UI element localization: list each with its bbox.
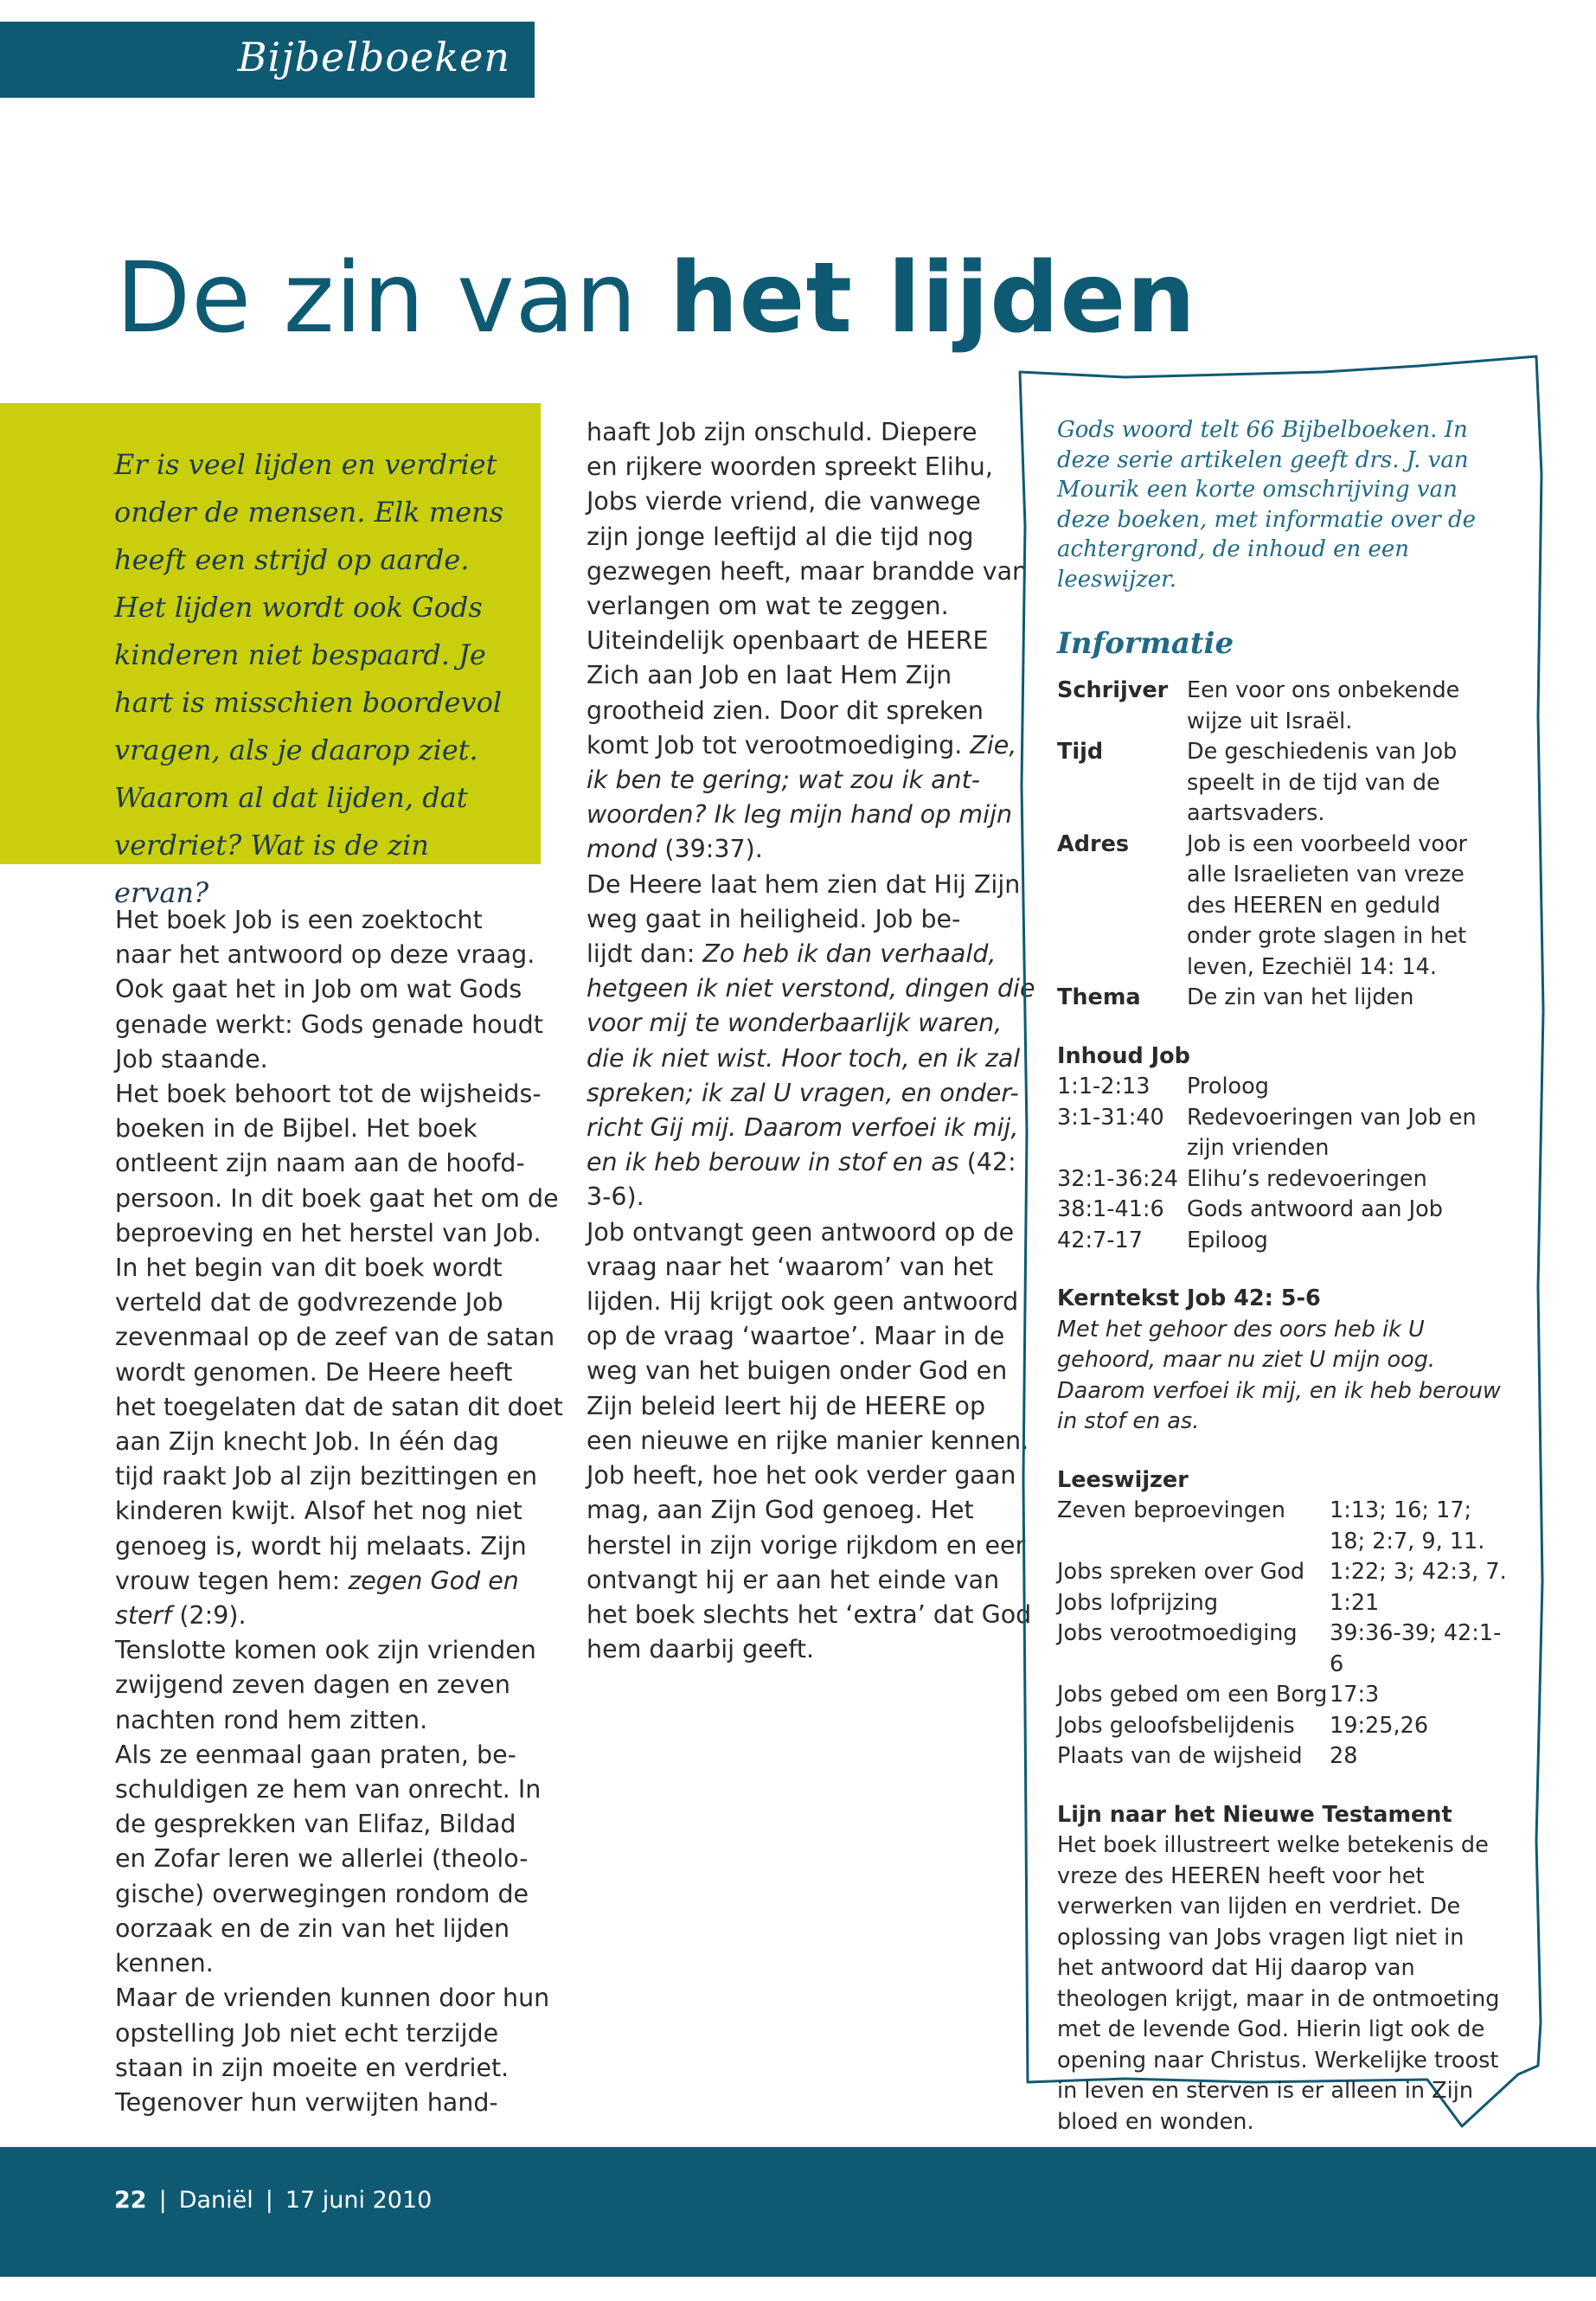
body-column-1 bbox=[115, 903, 563, 2120]
leeswijzer-ref: 1:22; 3; 42:3, 7. bbox=[1330, 1559, 1507, 1585]
text-line bbox=[115, 1877, 548, 1912]
text-line bbox=[115, 2086, 548, 2120]
text-line bbox=[115, 1703, 548, 1738]
text-line bbox=[586, 694, 1019, 728]
text-line bbox=[586, 1354, 1019, 1388]
text-run: Als ze eenmaal gaan praten, be- bbox=[115, 1740, 516, 1769]
text-run: het boek slechts het ‘extra’ dat God bbox=[586, 1599, 1032, 1629]
text-run: op de vraag ‘waartoe’. Maar in de bbox=[586, 1322, 1005, 1351]
text-italic: die ik niet wist. Hoor toch, en ik zal bbox=[586, 1043, 1021, 1073]
text-run: hem daarbij geeft. bbox=[586, 1635, 815, 1664]
article-title bbox=[116, 234, 1196, 363]
footer-separator: | bbox=[265, 2187, 273, 2214]
leeswijzer-row bbox=[1057, 1618, 1507, 1680]
text-line bbox=[586, 1529, 1026, 1563]
info-value: De geschiedenis van Job speelt in de tijd van de aartsvaders. bbox=[1187, 739, 1458, 826]
lijn-text: Het boek illustreert welke betekenis de vreze des HEEREN heeft voor het verwerken van lijden en verdriet. De oplossing van Jobs vragen ligt niet in het antwoord dat Hij daarop van theologen krijgt, maar in de ontmoeting met de levende God. Hierin ligt ook de opening naar Christus. Werkelijke troost in leven en sterven is er alleen in Zijn bloed en wonden. bbox=[1057, 1832, 1500, 2135]
text-run: 3-6). bbox=[586, 1183, 644, 1212]
leeswijzer-ref: 1:13; 16; 17; 18; 2:7, 9, 11. bbox=[1330, 1497, 1485, 1554]
kerntekst-title: Kerntekst Job 42: 5-6 bbox=[1057, 1285, 1321, 1311]
inhoud-row bbox=[1057, 1195, 1507, 1226]
text-line bbox=[586, 1389, 1019, 1424]
leeswijzer-topic: Jobs verootmoediging bbox=[1057, 1620, 1298, 1646]
issue-date: 17 juni 2010 bbox=[285, 2187, 433, 2214]
text-italic: spreken; ik zal U vragen, en onder- bbox=[586, 1078, 1019, 1107]
inhoud-row bbox=[1057, 1226, 1507, 1257]
info-table bbox=[1057, 676, 1507, 1014]
leeswijzer-title: Leeswijzer bbox=[1057, 1466, 1189, 1493]
title-light: De zin van bbox=[116, 242, 670, 355]
text-line bbox=[115, 1946, 548, 1981]
text-run: Jobs vierde vriend, die vanwege bbox=[586, 487, 981, 516]
text-line bbox=[586, 832, 1019, 867]
text-line bbox=[115, 1599, 548, 1633]
text-italic: voor mij te wonderbaarlijk waren, bbox=[586, 1009, 1003, 1038]
inhoud-desc: Elihu’s redevoeringen bbox=[1187, 1165, 1427, 1192]
info-box bbox=[1057, 415, 1507, 2138]
text-run: haaft Job zijn onschuld. Diepere bbox=[586, 418, 977, 446]
text-run: (39:37). bbox=[657, 835, 763, 864]
text-run: Ook gaat het in Job om wat Gods bbox=[115, 975, 522, 1004]
text-run: zevenmaal op de zeef van de satan bbox=[115, 1323, 555, 1352]
text-italic: Zie, bbox=[970, 730, 1017, 760]
text-line bbox=[115, 1738, 548, 1772]
info-key: Thema bbox=[1057, 984, 1141, 1010]
text-line bbox=[586, 971, 1035, 1006]
text-run: weg van het buigen onder God en bbox=[586, 1356, 1008, 1386]
info-value: Job is een voorbeeld voor alle Israelieten van vreze des HEEREN en geduld onder grote slagen in het leven, Ezechiël 14: 14. bbox=[1187, 830, 1468, 980]
text-italic: Zo heb ik dan verhaald, bbox=[702, 939, 997, 969]
text-run: kennen. bbox=[115, 1949, 214, 1978]
leeswijzer-topic: Jobs gebed om een Borg bbox=[1057, 1682, 1328, 1708]
text-run: lijdt dan: bbox=[586, 939, 703, 969]
text-line bbox=[115, 1981, 548, 2016]
text-line bbox=[115, 1425, 548, 1459]
text-run: verteld dat de godvrezende Job bbox=[115, 1288, 503, 1317]
text-line bbox=[115, 1390, 563, 1425]
text-run: gische) overwegingen rondom de bbox=[115, 1879, 529, 1908]
title-bold: het lijden bbox=[669, 242, 1197, 355]
text-line bbox=[586, 1111, 1019, 1145]
text-line bbox=[115, 1182, 559, 1216]
text-run: Het boek behoort tot de wijsheids- bbox=[115, 1080, 542, 1109]
text-run: Maar de vrienden kunnen door hun bbox=[115, 1984, 550, 2013]
intro-text: Er is veel lijden en verdriet onder de mensen. Elk mens heeft een strijd op aarde. Het lijden wordt ook Gods kinderen niet bespaard. Je hart is misschien boordevol vragen, als je daarop ziet. Waarom al dat lijden, dat verdriet? Wat is de zin ervan? bbox=[114, 448, 504, 909]
text-run: oorzaak en de zin van het lijden bbox=[115, 1913, 510, 1943]
leeswijzer-row bbox=[1057, 1588, 1507, 1619]
info-row-schrijver bbox=[1057, 676, 1507, 737]
text-run: en rijkere woorden spreekt Elihu, bbox=[586, 452, 993, 482]
info-intro: Gods woord telt 66 Bijbelboeken. In deze serie artikelen geeft drs. J. van Mourik een korte omschrijving van deze boeken, met informatie over de achtergrond, de inhoud en een leeswijzer. bbox=[1057, 417, 1477, 593]
text-run: staan in zijn moeite en verdriet. bbox=[115, 2053, 510, 2082]
text-run: verlangen om wat te zeggen. bbox=[586, 592, 949, 621]
text-line bbox=[115, 2051, 548, 2086]
text-line bbox=[115, 1772, 548, 1807]
footer-separator: | bbox=[158, 2187, 167, 2214]
info-key: Tijd bbox=[1057, 739, 1104, 765]
leeswijzer-list bbox=[1057, 1496, 1507, 1772]
text-line bbox=[586, 1493, 1019, 1528]
text-italic: sterf bbox=[115, 1601, 172, 1631]
leeswijzer-row bbox=[1057, 1557, 1507, 1588]
text-line bbox=[115, 1494, 548, 1529]
text-run: schuldigen ze hem van onrecht. In bbox=[115, 1775, 542, 1804]
text-line bbox=[115, 1633, 548, 1668]
inhoud-title: Inhoud Job bbox=[1057, 1042, 1190, 1069]
text-line bbox=[586, 1458, 1019, 1493]
text-line bbox=[115, 1042, 548, 1077]
text-italic: mond bbox=[586, 835, 657, 864]
info-row-adres bbox=[1057, 830, 1507, 984]
info-value: De zin van het lijden bbox=[1187, 984, 1414, 1010]
footer-bar bbox=[0, 2147, 1596, 2277]
text-run: beproeving en het herstel van Job. bbox=[115, 1218, 542, 1247]
text-line bbox=[115, 1529, 548, 1564]
text-run: de gesprekken van Elifaz, Bildad bbox=[115, 1810, 516, 1839]
text-line bbox=[115, 972, 548, 1007]
text-line bbox=[586, 728, 1019, 763]
inhoud-ref: 1:1-2:13 bbox=[1057, 1074, 1151, 1099]
text-line bbox=[586, 589, 1019, 624]
text-run: Zich aan Job en laat Hem Zijn bbox=[586, 661, 952, 690]
leeswijzer-topic: Jobs spreken over God bbox=[1057, 1559, 1305, 1585]
text-run: het toegelaten dat de satan dit doet bbox=[115, 1392, 563, 1421]
text-italic: ik ben te gering; wat zou ik ant- bbox=[586, 766, 981, 795]
leeswijzer-ref: 17:3 bbox=[1330, 1682, 1380, 1708]
text-line bbox=[586, 798, 1019, 832]
inhoud-row bbox=[1057, 1072, 1507, 1103]
leeswijzer-row bbox=[1057, 1680, 1507, 1711]
text-run: (2:9). bbox=[171, 1601, 247, 1631]
text-run: gezwegen heeft, maar brandde van bbox=[586, 556, 1029, 586]
text-run: nachten rond hem zitten. bbox=[115, 1705, 428, 1734]
text-run: ontleent zijn naam aan de hoofd- bbox=[115, 1149, 525, 1178]
inhoud-desc: Redevoeringen van Job en zijn vrienden bbox=[1187, 1104, 1477, 1161]
text-run: Job ontvangt geen antwoord op de bbox=[586, 1217, 1015, 1247]
text-line bbox=[115, 938, 548, 972]
text-run: wordt genomen. De Heere heeft bbox=[115, 1357, 513, 1387]
text-run: tijd raakt Job al zijn bezittingen en bbox=[115, 1462, 538, 1491]
text-line bbox=[586, 484, 1019, 519]
text-run: een nieuwe en rijke manier kennen. bbox=[586, 1426, 1029, 1455]
leeswijzer-row bbox=[1057, 1496, 1507, 1557]
text-line bbox=[115, 2016, 548, 2051]
inhoud-ref: 3:1-31:40 bbox=[1057, 1104, 1164, 1131]
text-run: lijden. Hij krijgt ook geen antwoord bbox=[586, 1287, 1019, 1317]
text-line bbox=[115, 1459, 548, 1494]
leeswijzer-topic: Jobs geloofsbelijdenis bbox=[1057, 1712, 1295, 1739]
inhoud-row bbox=[1057, 1164, 1507, 1195]
text-run: Tenslotte komen ook zijn vrienden bbox=[115, 1636, 536, 1665]
text-line bbox=[586, 902, 1019, 937]
intro-box bbox=[0, 403, 541, 909]
text-line bbox=[586, 1180, 1019, 1215]
info-key: Adres bbox=[1057, 830, 1130, 857]
text-line bbox=[586, 1006, 1019, 1041]
leeswijzer-ref: 1:21 bbox=[1330, 1589, 1380, 1616]
text-line bbox=[586, 624, 1019, 658]
text-line bbox=[586, 415, 1019, 450]
text-run: vraag naar het ‘waarom’ van het bbox=[586, 1252, 994, 1281]
text-run: opstelling Job niet echt terzijde bbox=[115, 2018, 499, 2048]
inhoud-list bbox=[1057, 1072, 1507, 1256]
inhoud-desc: Proloog bbox=[1187, 1074, 1269, 1099]
text-run: naar het antwoord op deze vraag. bbox=[115, 940, 535, 970]
text-run: komt Job tot verootmoediging. bbox=[586, 730, 971, 760]
info-key: Schrijver bbox=[1057, 677, 1169, 703]
text-line bbox=[115, 1251, 548, 1285]
text-run: Uiteindelijk openbaart de HEERE bbox=[586, 626, 989, 656]
section-label: Bijbelboeken bbox=[237, 34, 510, 80]
text-run: Job staande. bbox=[115, 1044, 268, 1074]
text-italic: richt Gij mij. Daarom verfoei ik mij, bbox=[586, 1113, 1019, 1143]
text-line bbox=[586, 1598, 1032, 1632]
text-line bbox=[586, 1563, 1019, 1598]
leeswijzer-ref: 28 bbox=[1330, 1743, 1358, 1769]
text-italic: hetgeen ik niet verstond, dingen die bbox=[586, 974, 1035, 1003]
lijn-title: Lijn naar het Nieuwe Testament bbox=[1057, 1801, 1452, 1828]
leeswijzer-row bbox=[1057, 1711, 1507, 1742]
text-run: Het boek Job is een zoektocht bbox=[115, 906, 483, 934]
text-run: Job heeft, hoe het ook verder gaan bbox=[586, 1461, 1016, 1490]
text-line bbox=[115, 903, 548, 938]
inhoud-ref: 42:7-17 bbox=[1057, 1227, 1143, 1253]
leeswijzer-ref: 39:36-39; 42:1-6 bbox=[1330, 1620, 1502, 1677]
text-run: grootheid zien. Door dit spreken bbox=[586, 695, 984, 725]
text-line bbox=[586, 868, 1019, 902]
leeswijzer-ref: 19:25,26 bbox=[1330, 1712, 1429, 1739]
text-run: zwijgend zeven dagen en zeven bbox=[115, 1670, 510, 1700]
text-line bbox=[586, 450, 1019, 484]
text-line bbox=[115, 1564, 548, 1599]
text-italic: en ik heb berouw in stof en as bbox=[586, 1148, 959, 1177]
inhoud-ref: 32:1-36:24 bbox=[1057, 1165, 1178, 1192]
text-run: vrouw tegen hem: bbox=[115, 1566, 349, 1595]
text-line bbox=[115, 1008, 548, 1042]
text-run: zijn jonge leeftijd al die tijd nog bbox=[586, 522, 974, 551]
text-run: Zijn beleid leert hij de HEERE op bbox=[586, 1391, 986, 1420]
info-row-thema bbox=[1057, 983, 1507, 1014]
text-italic: woorden? Ik leg mijn hand op mijn bbox=[586, 800, 1013, 830]
text-line bbox=[586, 763, 1019, 798]
text-line bbox=[586, 1215, 1019, 1250]
text-line bbox=[586, 1424, 1029, 1458]
text-run: boeken in de Bijbel. Het boek bbox=[115, 1114, 478, 1144]
text-line bbox=[586, 554, 1029, 589]
section-tab bbox=[0, 22, 535, 98]
leeswijzer-topic: Jobs lofprijzing bbox=[1057, 1589, 1219, 1616]
text-italic: zegen God en bbox=[348, 1566, 519, 1595]
text-run: mag, aan Zijn God genoeg. Het bbox=[586, 1496, 974, 1525]
text-run: persoon. In dit boek gaat het om de bbox=[115, 1183, 559, 1213]
text-line bbox=[115, 1146, 548, 1181]
text-run: herstel in zijn vorige rijkdom en eer bbox=[586, 1530, 1026, 1560]
magazine-name: Daniël bbox=[178, 2187, 253, 2214]
kerntekst-text: Met het gehoor des oors heb ik U gehoord, maar nu ziet U mijn oog. Daarom verfoei ik mij, en ik heb berouw in stof en as. bbox=[1057, 1316, 1501, 1434]
text-run: kinderen kwijt. Alsof het nog niet bbox=[115, 1497, 522, 1526]
leeswijzer-row bbox=[1057, 1741, 1507, 1772]
text-run: aan Zijn knecht Job. In één dag bbox=[115, 1427, 500, 1457]
text-run: De Heere laat hem zien dat Hij Zijn bbox=[586, 869, 1021, 899]
leeswijzer-topic: Plaats van de wijsheid bbox=[1057, 1743, 1303, 1769]
footer-text bbox=[114, 2187, 432, 2214]
text-line bbox=[115, 1320, 555, 1355]
text-line bbox=[115, 1077, 548, 1112]
text-run: en Zofar leren we allerlei (theolo- bbox=[115, 1844, 529, 1874]
text-run: weg gaat in heiligheid. Job be- bbox=[586, 904, 961, 933]
text-line bbox=[586, 937, 1019, 971]
text-line bbox=[115, 1216, 548, 1251]
text-line bbox=[586, 1632, 1019, 1667]
text-line bbox=[586, 1145, 1019, 1180]
text-run: Tegenover hun verwijten hand- bbox=[115, 2087, 498, 2117]
text-run: In het begin van dit boek wordt bbox=[115, 1253, 503, 1283]
text-line bbox=[115, 1912, 548, 1946]
text-run: ontvangt hij er aan het einde van bbox=[586, 1565, 1000, 1594]
text-line bbox=[586, 1285, 1019, 1319]
text-line bbox=[586, 1250, 1019, 1285]
inhoud-row bbox=[1057, 1103, 1507, 1164]
inhoud-ref: 38:1-41:6 bbox=[1057, 1196, 1164, 1222]
info-heading: Informatie bbox=[1057, 626, 1234, 661]
page-number: 22 bbox=[114, 2187, 147, 2214]
text-line bbox=[586, 520, 1019, 554]
text-line bbox=[115, 1807, 548, 1842]
text-line bbox=[586, 1319, 1019, 1354]
leeswijzer-topic: Zeven beproevingen bbox=[1057, 1497, 1285, 1523]
text-line bbox=[115, 1842, 548, 1876]
info-row-tijd bbox=[1057, 737, 1507, 830]
info-value: Een voor ons onbekende wijze uit Israël. bbox=[1187, 677, 1460, 734]
text-line bbox=[586, 1042, 1019, 1076]
text-line bbox=[115, 1112, 548, 1146]
inhoud-desc: Epiloog bbox=[1187, 1227, 1268, 1253]
text-run: (42: bbox=[958, 1148, 1016, 1177]
inhoud-desc: Gods antwoord aan Job bbox=[1187, 1196, 1443, 1222]
text-line bbox=[115, 1356, 548, 1390]
text-line bbox=[586, 1076, 1019, 1111]
body-column-2 bbox=[586, 415, 1035, 1667]
text-line bbox=[115, 1285, 548, 1320]
text-line bbox=[115, 1668, 548, 1702]
text-run: genoeg is, wordt hij melaats. Zijn bbox=[115, 1531, 527, 1561]
text-run: genade werkt: Gods genade houdt bbox=[115, 1009, 543, 1039]
text-line bbox=[586, 658, 1019, 693]
